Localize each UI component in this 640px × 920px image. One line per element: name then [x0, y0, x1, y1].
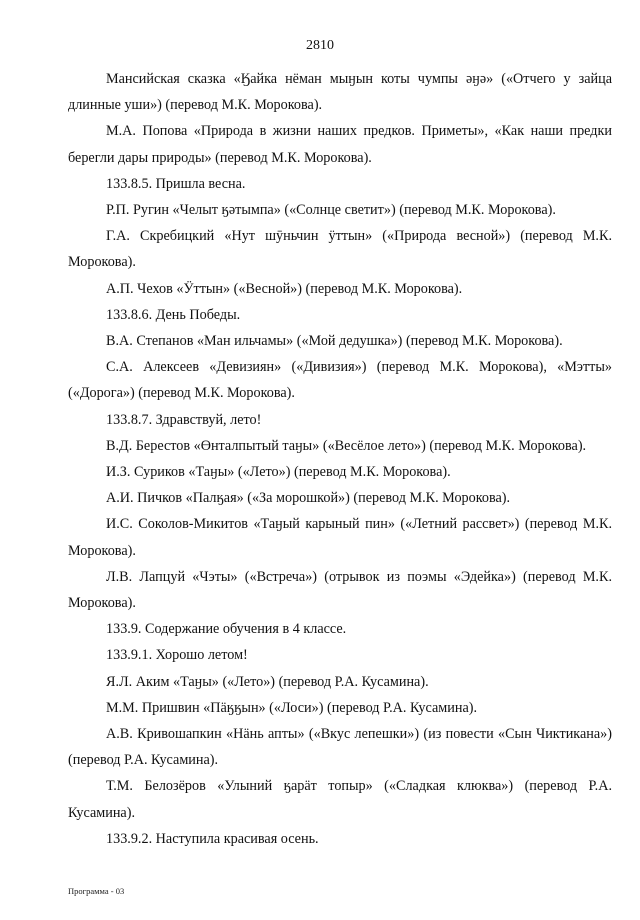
paragraph-pichkov: А.И. Пичков «Палӄая» («За морошкой») (перевод М.К. Морокова).: [106, 490, 511, 507]
paragraph-surikov: И.З. Суриков «Таӈы» («Лето») (перевод М.К. Морокова).: [106, 464, 451, 481]
document-body: [68, 66, 612, 852]
paragraph-stepanov: В.А. Степанов «Ман ильчамы» («Мой дедушка») (перевод М.К. Морокова).: [106, 333, 563, 350]
section-heading-133-8-5: 133.8.5. Пришла весна.: [106, 175, 246, 192]
paragraph-belozerov: Т.М. Белозёров «Улыний ӄарӓт топыр» («Сладкая клюква») (перевод Р.А. Кусамина).: [68, 778, 612, 821]
page-footer: Программа - 03: [68, 886, 125, 896]
section-heading-133-9-2: 133.9.2. Наступила красивая осень.: [106, 830, 319, 847]
section-heading-133-8-7: 133.8.7. Здравствуй, лето!: [106, 411, 262, 428]
paragraph-krivoshapkin: А.В. Кривошапкин «Нӓнь апты» («Вкус лепешки») (из повести «Сын Чиктикана») (перевод Р.А. Кусамина).: [68, 726, 612, 769]
paragraph-skrebitsky: Г.А. Скребицкий «Нут шӯньчин ӱттын» («Природа весной») (перевод М.К. Морокова).: [68, 228, 612, 271]
paragraph-chekhov: А.П. Чехов «Ӱттын» («Весной») (перевод М.К. Морокова).: [106, 280, 463, 297]
page-number: 2810: [306, 38, 334, 53]
section-heading-133-9: 133.9. Содержание обучения в 4 классе.: [106, 621, 347, 638]
paragraph-berestov: В.Д. Берестов «Өнталпытый таӈы» («Весёлое лето») (перевод М.К. Морокова).: [106, 437, 587, 454]
section-heading-133-8-6: 133.8.6. День Победы.: [106, 306, 241, 323]
paragraph-mansi-tale: Мансийская сказка «Ӄайка нёман мыӈын коты чумпы әӈә» («Отчего у зайца длинные уши») (перевод М.К. Морокова).: [68, 71, 612, 114]
paragraph-prishvin: М.М. Пришвин «Пӓӄӄын» («Лоси») (перевод Р.А. Кусамина).: [106, 699, 478, 716]
paragraph-rugin: Р.П. Ругин «Челыт ӄәтымпа» («Солнце светит») (перевод М.К. Морокова).: [106, 202, 556, 219]
paragraph-laptsuy: Л.В. Лапцуй «Чэты» («Встреча») (отрывок из поэмы «Эдейка») (перевод М.К. Морокова).: [68, 568, 612, 612]
paragraph-akim: Я.Л. Аким «Таӈы» («Лето») (перевод Р.А. Кусамина).: [106, 673, 429, 690]
paragraph-alekseev: С.А. Алексеев «Девизиян» («Дивизия») (перевод М.К. Морокова), «Мэтты» («Дорога») (перевод М.К. Морокова).: [68, 359, 612, 402]
paragraph-sokolov-mikitov: И.С. Соколов-Микитов «Таӈый карыный пин» («Летний рассвет») (перевод М.К. Морокова).: [68, 516, 612, 559]
section-heading-133-9-1: 133.9.1. Хорошо летом!: [106, 647, 248, 664]
paragraph-popova: М.А. Попова «Природа в жизни наших предков. Приметы», «Как наши предки берегли дары природы» (перевод М.К. Морокова).: [68, 123, 612, 166]
